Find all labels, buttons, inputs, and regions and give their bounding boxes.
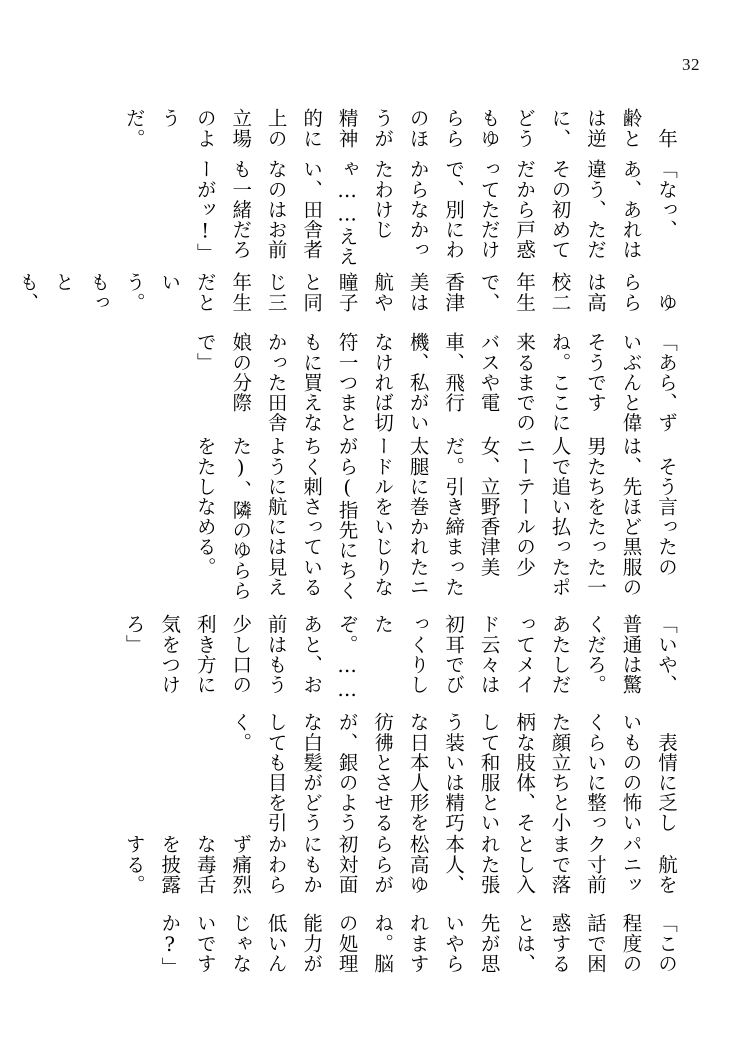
paragraph: そう言ったのは、先ほど黒服の男たちをたった一人で追い払ったポニーテールの少女、立野香津美だ。引き締まった太腿に巻かれたニードルをいじりながら(指先にちくちく刺さっているように航には見えた)、隣のゆららをたしなめる。	[193, 435, 678, 600]
paragraph: 「この程度の話で困惑するとは、先が思いやられますね。脳の処理能力が低いんじゃないですか?」	[158, 913, 678, 978]
paragraph: ゆららは高校二年生で、香津美は航や瞳子と同じ三年生だという。もっとも、	[16, 272, 678, 313]
paragraph: 「いや、普通は驚くだろ。あたしだってメイド云々は初耳でびっくりしたぞ。……あと、お前はもう少し口の利き方に気をつけろ」	[122, 614, 678, 702]
paragraph: 年齢とは逆に、どうもゆららのほうが精神的に上の立場のようだ。	[122, 108, 678, 149]
page-number: 32	[682, 55, 700, 74]
paragraph: 表情に乏しいものの怖いくらいに整った顔立ちと小柄な肢体、そして和服という装いは精巧な日本人形を彷彿とさせるが、銀のような白髪がどうしても目を引く。	[229, 712, 678, 833]
paragraph: 「なっ、あ、あれは違う、ただその初めてだから戸惑ってただけで、別にわからなかったわけじゃ……ええい、田舎者なのはお前も一緒だろーがッ!」	[193, 159, 678, 267]
paragraph: 航をパニック寸前まで落とし入れた張本人、松高ゆららが初対面にもかかわらず痛烈な毒舌を披露する。	[122, 834, 678, 895]
page-text-body	[16, 108, 684, 988]
paragraph: 「あら、ずいぶんと偉そうですね。ここに来るまでのバスや電車、飛行機、私がいなければ切符一つまともに買えなかった田舎娘の分際で」	[193, 331, 678, 433]
